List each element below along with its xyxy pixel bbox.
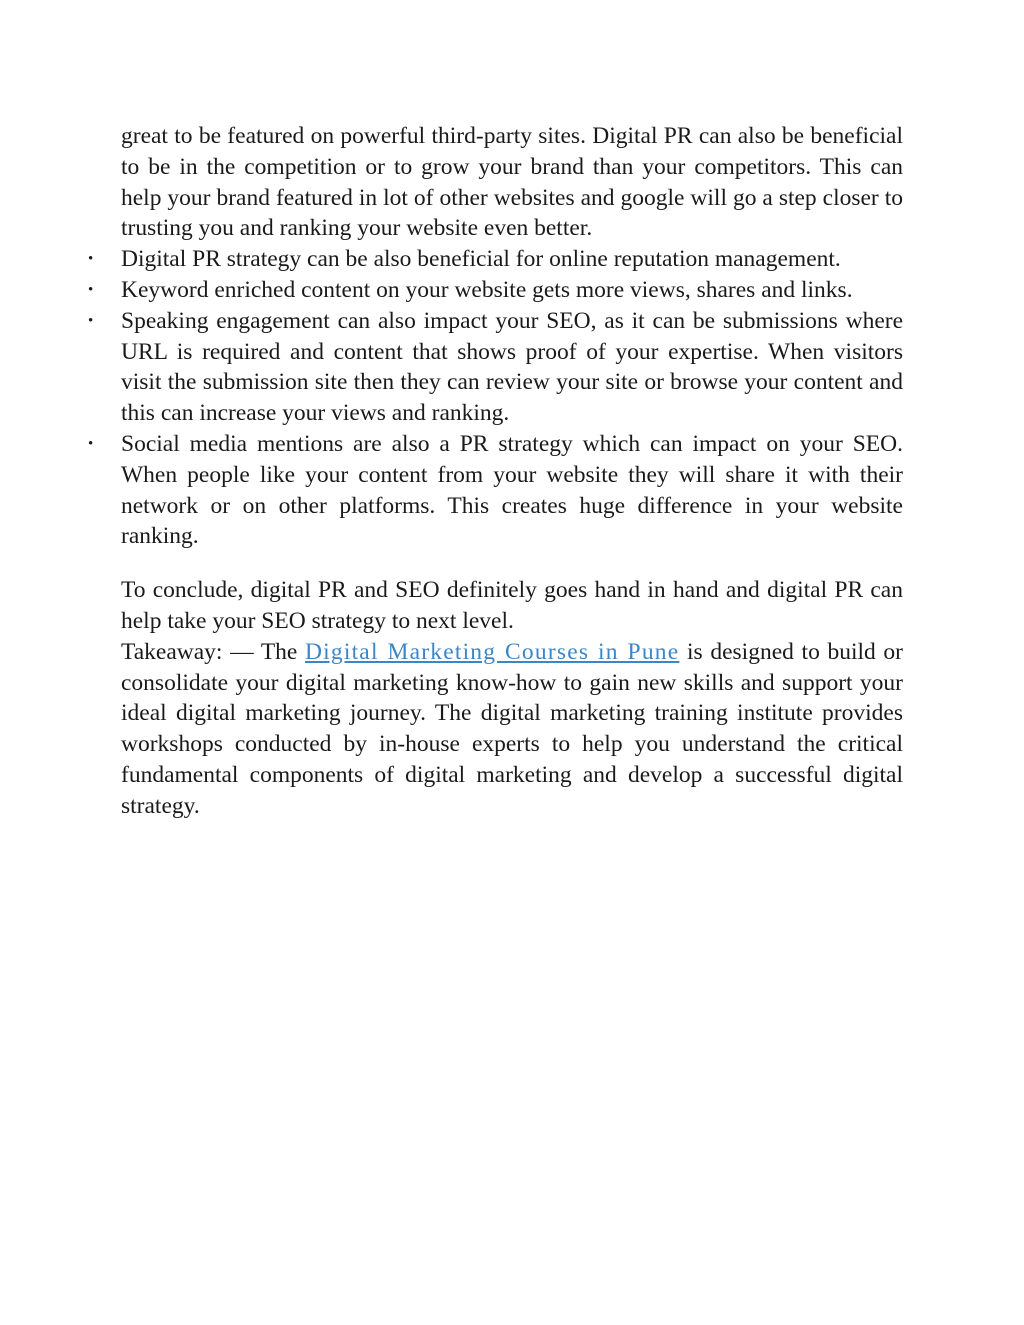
list-item-text: Keyword enriched content on your website gets more views, shares and links. xyxy=(121,276,853,303)
takeaway-suffix: is designed to build or consolidate your digital marketing know-how to gain new skills and support your ideal digital marketing journey. The digital marketing training institute provides workshops conducted by in-house experts to help you understand the critical fundamental components of digital marketing and develop a successful digital strategy. xyxy=(121,638,904,819)
list-item xyxy=(88,244,903,275)
list-item-text: Digital PR strategy can be also beneficial for online reputation management. xyxy=(121,246,841,273)
takeaway-paragraph xyxy=(121,637,903,822)
list-item xyxy=(88,429,903,552)
list-item xyxy=(88,306,903,429)
bullet-icon: • xyxy=(88,435,94,452)
intro-paragraph: great to be featured on powerful third-party sites. Digital PR can also be beneficial to be in the competition or to grow your brand than your competitors. This can help your brand featured in lot of other websites and google will go a step closer to trusting you and ranking your website even better. xyxy=(121,123,903,242)
list-item xyxy=(88,275,903,306)
bullet-icon: • xyxy=(88,312,94,329)
conclusion-paragraph: To conclude, digital PR and SEO definitely goes hand in hand and digital PR can help take your SEO strategy to next level. xyxy=(121,577,903,634)
list-item-text: Speaking engagement can also impact your SEO, as it can be submissions where URL is required and content that shows proof of your expertise. When visitors visit the submission site then they can review your site or browse your content and this can increase your views and ranking. xyxy=(121,307,903,427)
takeaway-prefix: Takeaway: — The xyxy=(121,638,305,665)
list-item-text: Social media mentions are also a PR strategy which can impact on your SEO. When people like your content from your website they will share it with their network or on other platforms. This creates huge difference in your website ranking. xyxy=(121,430,903,550)
digital-marketing-courses-link[interactable]: Digital Marketing Courses in Pune xyxy=(305,638,680,665)
bullet-icon: • xyxy=(88,281,94,298)
bullet-list xyxy=(88,244,903,552)
bullet-icon: • xyxy=(88,251,94,268)
document-page xyxy=(88,121,904,822)
